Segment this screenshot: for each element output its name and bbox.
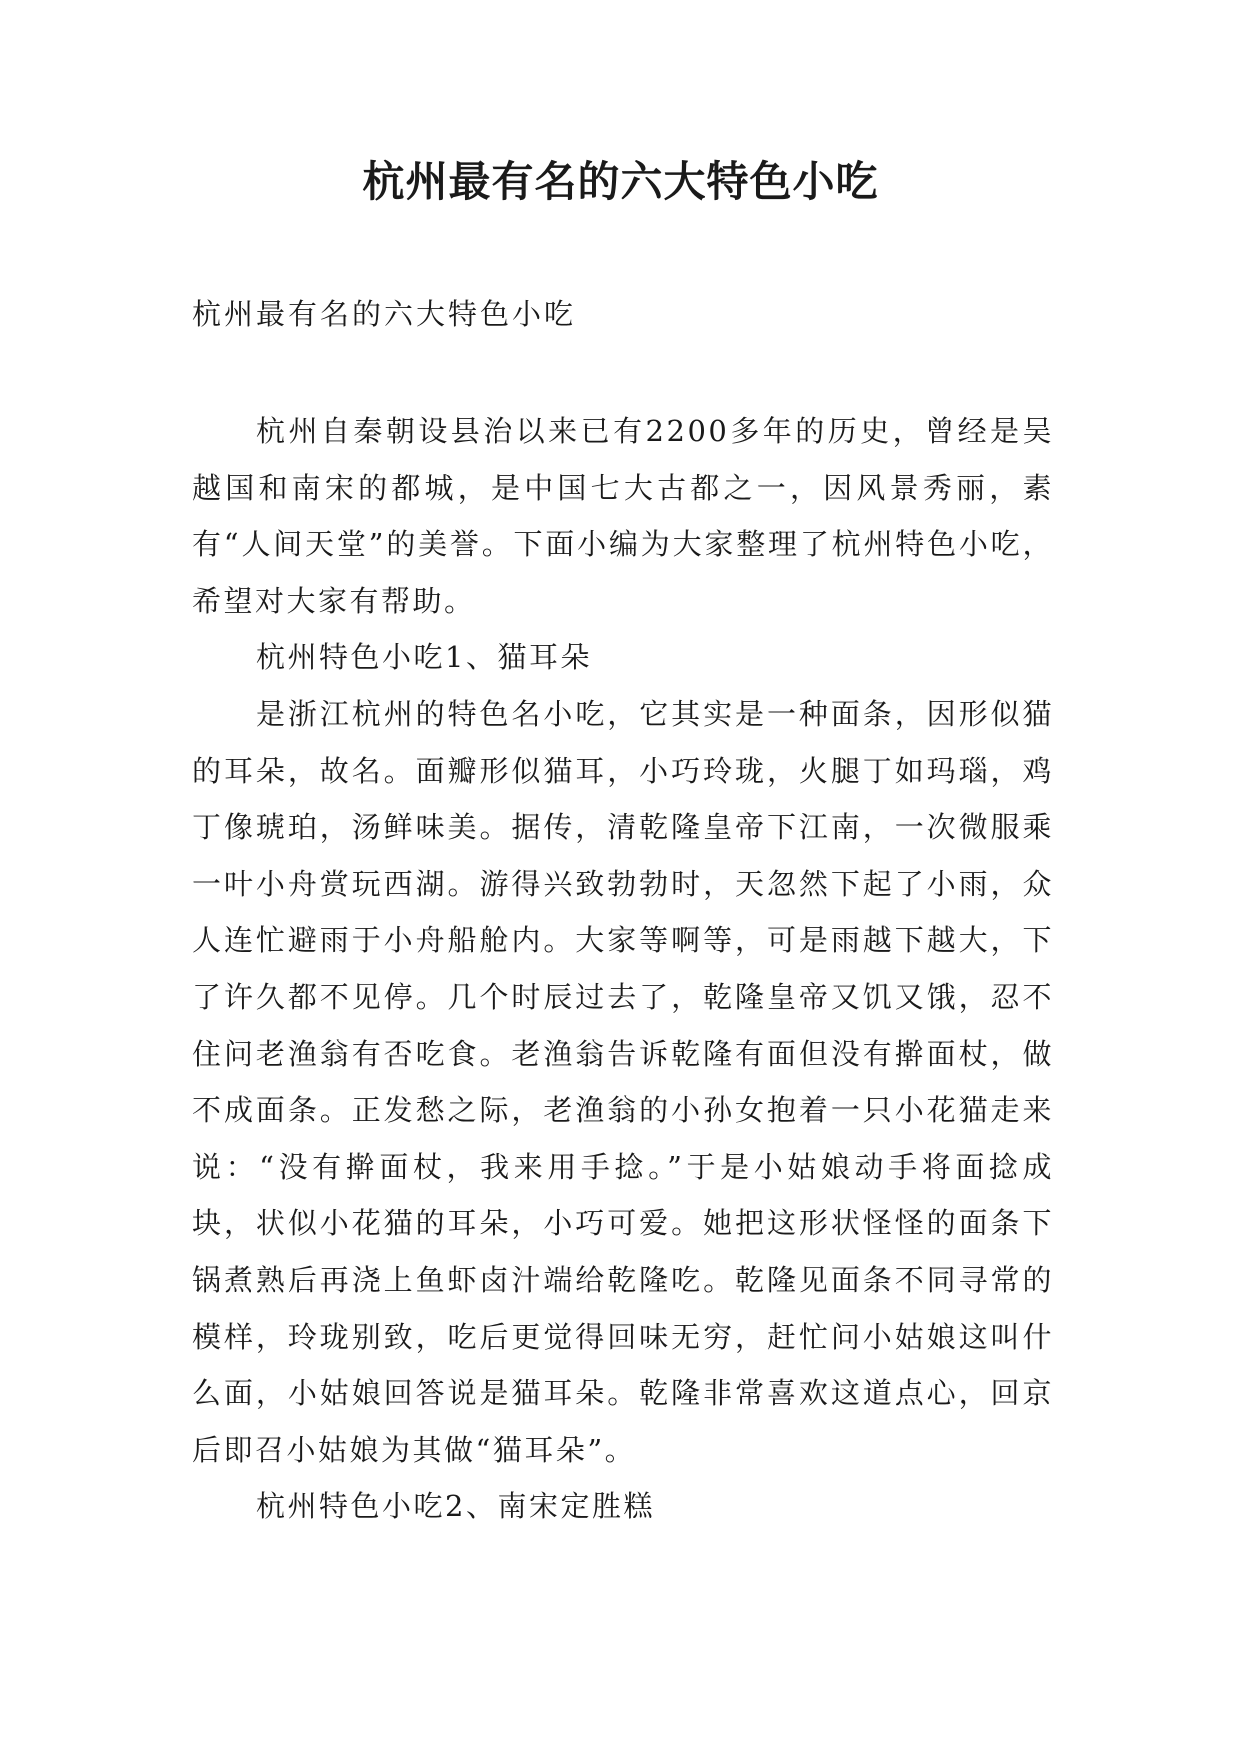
document-subtitle: 杭州最有名的六大特色小吃 (192, 297, 577, 331)
section-heading-1: 杭州特色小吃1、猫耳朵 (256, 640, 592, 675)
section-heading-2: 杭州特色小吃2、南宋定胜糕 (256, 1489, 655, 1524)
section-body-1: 是浙江杭州的特色名小吃，它其实是一种面条，因形似猫的耳朵，故名。面瓣形似猫耳，小巧玲珑，火腿丁如玛瑙，鸡丁像琥珀，汤鲜味美。据传，清乾隆皇帝下江南，一次微服乘一叶小舟赏玩西湖。游得兴致勃勃时，天忽然下起了小雨，众人连忙避雨于小舟船舱内。大家等啊等，可是雨越下越大，下了许久都不见停。几个时辰过去了，乾隆皇帝又饥又饿，忍不住问老渔翁有否吃食。老渔翁告诉乾隆有面但没有擀面杖，做不成面条。正发愁之际，老渔翁的小孙女抱着一只小花猫走来说：“没有擀面杖，我来用手捻。”于是小姑娘动手将面捻成块，状似小花猫的耳朵，小巧可爱。她把这形状怪怪的面条下锅煮熟后再浇上鱼虾卤汁端给乾隆吃。乾隆见面条不同寻常的模样，玲珑别致，吃后更觉得回味无穷，赶忙问小姑娘这叫什么面，小姑娘回答说是猫耳朵。乾隆非常喜欢这道点心，回京后即召小姑娘为其做“猫耳朵”。 (192, 696, 1054, 1467)
intro-paragraph: 杭州自秦朝设县治以来已有2200多年的历史，曾经是吴越国和南宋的都城，是中国七大古都之一，因风景秀丽，素有“人间天堂”的美誉。下面小编为大家整理了杭州特色小吃，希望对大家有帮助。 (192, 414, 1054, 618)
document-body (192, 403, 1054, 1535)
document-title: 杭州最有名的六大特色小吃 (362, 157, 879, 206)
